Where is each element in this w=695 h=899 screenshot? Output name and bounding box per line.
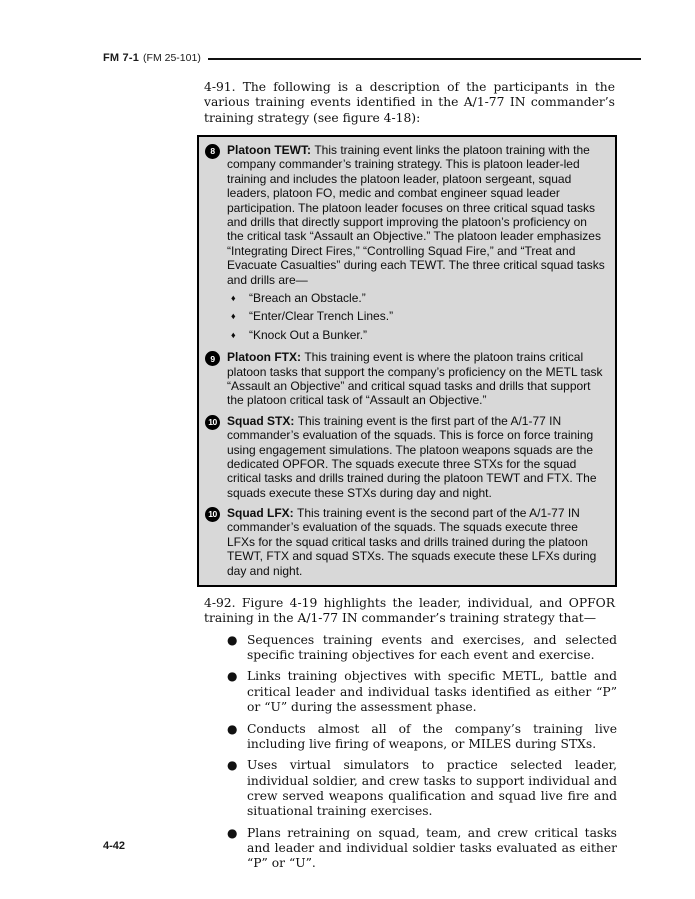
circled-number-9: 9 [205, 351, 220, 366]
diamond-bullet-icon: ♦ [231, 311, 236, 322]
training-events-box [197, 135, 617, 587]
list-item [229, 309, 606, 323]
task-text: “Breach an Obstacle.” [249, 290, 366, 305]
page-number: 4-42 [103, 840, 126, 852]
event-text [227, 350, 606, 408]
paragraph-4-91: 4-91. The following is a description of the participants in the various training events identified in the A/1-77 IN commander’s training strategy (see figure 4-18): [204, 80, 615, 125]
diamond-bullet-icon: ♦ [231, 329, 236, 340]
header-rule [208, 58, 641, 60]
list-item [197, 633, 617, 664]
circled-number-10: 10 [205, 507, 220, 522]
event-label: Squad STX: [227, 413, 295, 428]
bullet-text: Plans retraining on squad, team, and crew critical tasks and leader and individual soldier tasks evaluated as either “P” or “U”. [247, 825, 617, 871]
bullet-icon: ● [227, 825, 238, 840]
event-text [227, 506, 606, 578]
event-item-platoon-tewt [205, 143, 606, 344]
paragraph-4-92-intro: 4-92. Figure 4-19 highlights the leader, individual, and OPFOR training in the A/1-77 IN commander’s training strategy that— [204, 596, 615, 626]
event-item-squad-lfx [205, 506, 606, 578]
bullet-icon: ● [227, 758, 238, 773]
event-label: Platoon FTX: [227, 350, 301, 365]
bullet-icon: ● [227, 721, 238, 736]
event-item-platoon-ftx [205, 350, 606, 408]
circled-number-8: 8 [205, 144, 220, 159]
tewt-task-list [227, 291, 606, 342]
list-item [197, 826, 617, 872]
task-text: “Enter/Clear Trench Lines.” [249, 309, 394, 324]
bullet-text: Sequences training events and exercises, and selected specific training objectives for each event and exercise. [247, 632, 617, 663]
event-item-squad-stx [205, 414, 606, 500]
bullet-icon: ● [227, 669, 238, 684]
list-item [197, 722, 617, 753]
strategy-bullet-list [197, 633, 617, 872]
page-body [197, 80, 617, 872]
event-label: Squad LFX: [227, 506, 294, 521]
bullet-text: Uses virtual simulators to practice selected leader, individual soldier, and crew tasks to support individual and crew served weapons qualification and squad live fire and situational training exercises. [247, 758, 617, 819]
event-description: This training event is the second part of the A/1-77 IN commander’s evaluation of the squads. The squads execute three LFXs for the squad critical tasks and drills trained during the platoon TEWT, FTX and squad STXs. The squads execute these LFXs during day and night. [227, 506, 597, 578]
event-text [227, 414, 606, 500]
doc-code: FM 7-1 [103, 52, 140, 64]
event-text [227, 143, 606, 344]
doc-code-parenthetical: (FM 25-101) [143, 52, 201, 64]
bullet-icon: ● [227, 632, 238, 647]
list-item [197, 669, 617, 715]
list-item [197, 758, 617, 819]
event-label: Platoon TEWT: [227, 143, 311, 158]
event-description: This training event links the platoon training with the company commander’s training strategy. This is platoon leader-led training and includes the platoon leader, platoon sergeant, squad leaders, platoon FO, medic and combat engineer squad leader participation. The platoon leader focuses on three critical squad tasks and drills that directly support improving the platoon’s proficiency on the critical task “Assault an Objective.” The platoon leader emphasizes “Integrating Direct Fires,” “Controlling Squad Fire,” and “Treat and Evacuate Casualties” during each TEWT. The three critical squad tasks and drills are— [227, 143, 605, 287]
diamond-bullet-icon: ♦ [231, 292, 236, 303]
list-item [229, 328, 606, 342]
event-description: This training event is the first part of the A/1-77 IN commander’s evaluation of the squads. This is force on force training using engagement simulations. The platoon weapons squads are the dedicated OPFOR. The squads execute three STXs for the squad critical tasks and drills trained during the platoon TEWT and FTX. The squads execute these STXs during day and night. [227, 413, 597, 500]
list-item [229, 291, 606, 305]
page-header [103, 52, 641, 64]
bullet-text: Conducts almost all of the company’s training live including live firing of weapons, or MILES during STXs. [247, 721, 617, 751]
event-description: This training event is where the platoon trains critical platoon tasks that support the company’s proficiency on the METL task “Assault an Objective” and critical squad tasks and drills that support the platoon critical task of “Assault an Objective.” [227, 350, 603, 408]
circled-number-10: 10 [205, 415, 220, 430]
task-text: “Knock Out a Bunker.” [249, 327, 368, 342]
bullet-text: Links training objectives with specific METL, battle and critical leader and individual tasks identified as either “P” or “U” during the assessment phase. [247, 669, 617, 715]
